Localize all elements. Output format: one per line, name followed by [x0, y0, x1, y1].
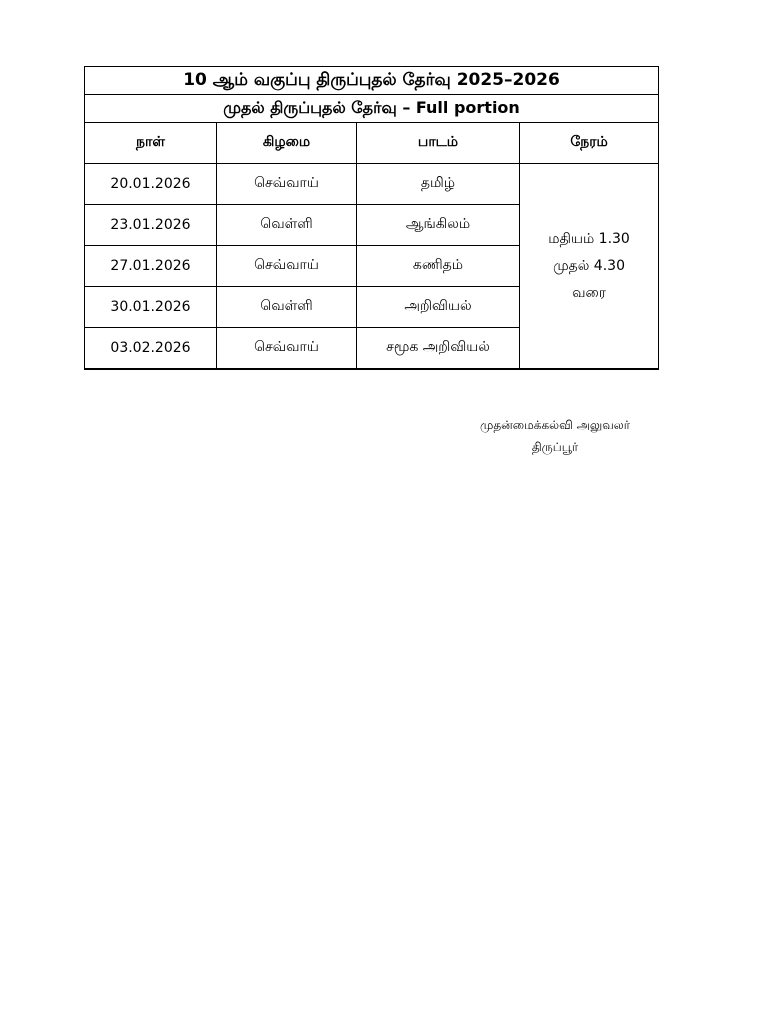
- header-row: [85, 123, 659, 164]
- row-day: செவ்வாய்: [217, 328, 357, 370]
- header-day: கிழமை: [217, 123, 357, 164]
- row-date: 30.01.2026: [85, 287, 217, 328]
- row-subject: தமிழ்: [357, 164, 520, 205]
- exam-time-cell: [520, 164, 659, 370]
- time-line-1: மதியம் 1.30: [548, 230, 630, 247]
- row-subject: ஆங்கிலம்: [357, 205, 520, 246]
- row-subject: அறிவியல்: [357, 287, 520, 328]
- row-subject: சமூக அறிவியல்: [357, 328, 520, 370]
- signature-block: [420, 414, 690, 458]
- time-line-3: வரை: [572, 284, 606, 301]
- row-subject: கணிதம்: [357, 246, 520, 287]
- document-subtitle: முதல் திருப்புதல் தேர்வு – Full portion: [85, 95, 659, 123]
- row-day: செவ்வாய்: [217, 246, 357, 287]
- row-date: 03.02.2026: [85, 328, 217, 370]
- signature-place: திருப்பூர்: [531, 440, 579, 454]
- row-day: வெள்ளி: [217, 205, 357, 246]
- table-row: [85, 164, 659, 205]
- header-time: நேரம்: [520, 123, 659, 164]
- row-day: வெள்ளி: [217, 287, 357, 328]
- time-line-2: முதல் 4.30: [553, 257, 625, 274]
- title-row: [85, 67, 659, 95]
- exam-schedule-table: [84, 66, 659, 370]
- header-subject: பாடம்: [357, 123, 520, 164]
- subtitle-row: [85, 95, 659, 123]
- document-title: 10 ஆம் வகுப்பு திருப்புதல் தேர்வு 2025–2026: [85, 67, 659, 95]
- header-date: நாள்: [85, 123, 217, 164]
- row-date: 23.01.2026: [85, 205, 217, 246]
- row-day: செவ்வாய்: [217, 164, 357, 205]
- signature-designation: முதன்மைக்கல்வி அலுவலர்: [480, 418, 630, 432]
- row-date: 20.01.2026: [85, 164, 217, 205]
- row-date: 27.01.2026: [85, 246, 217, 287]
